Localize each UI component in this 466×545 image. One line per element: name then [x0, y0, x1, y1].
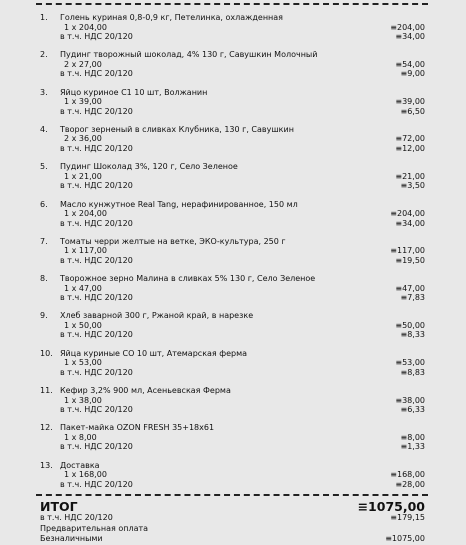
- prepay-row: [0, 524, 466, 535]
- item-number: 9.: [40, 311, 48, 321]
- item-vat-label: в т.ч. НДС 20/120: [60, 32, 133, 41]
- item-number: 3.: [40, 87, 48, 97]
- item-vat: ≡12,00: [395, 143, 425, 153]
- item-qty: 1 х 204,00: [64, 209, 107, 218]
- item-vat-label: в т.ч. НДС 20/120: [60, 143, 133, 153]
- item-vat-label: в т.ч. НДС 20/120: [60, 367, 133, 377]
- item-title-row: [0, 50, 466, 60]
- item-qty-row: [0, 209, 466, 219]
- item-qty-row: [0, 60, 466, 70]
- item-qty-row: [0, 470, 466, 480]
- item-qty: 1 х 53,00: [64, 358, 102, 368]
- receipt-item: [0, 349, 466, 378]
- item-qty: 1 х 39,00: [64, 97, 102, 107]
- item-vat: ≡3,50: [400, 181, 425, 191]
- item-name: Яйцо куриное С1 10 шт, Волжанин: [60, 87, 208, 97]
- item-vat-row: [0, 256, 466, 266]
- item-vat: ≡28,00: [395, 479, 425, 489]
- item-title-row: [0, 162, 466, 172]
- item-number: 12.: [40, 423, 53, 433]
- item-title-row: [0, 13, 466, 23]
- item-vat-label: в т.ч. НДС 20/120: [60, 479, 133, 489]
- item-number: 2.: [40, 50, 48, 60]
- receipt-item: [0, 200, 466, 229]
- item-title-row: [0, 461, 466, 471]
- item-qty: 1 х 8,00: [64, 432, 97, 442]
- item-vat-row: [0, 69, 466, 79]
- receipt-item: [0, 88, 466, 117]
- item-sum: ≡39,00: [395, 97, 425, 107]
- item-number: 7.: [40, 236, 48, 246]
- item-vat-label: в т.ч. НДС 20/120: [60, 69, 133, 79]
- item-qty-row: [0, 23, 466, 33]
- item-vat-row: [0, 330, 466, 340]
- item-title-row: [0, 125, 466, 135]
- total-label: ИТОГ: [40, 499, 78, 514]
- item-vat: ≡1,33: [400, 442, 425, 452]
- item-vat-label: в т.ч. НДС 20/120: [60, 181, 133, 191]
- receipt-item: [0, 237, 466, 266]
- item-name: Пудинг Шоколад 3%, 120 г, Село Зеленое: [60, 162, 238, 172]
- item-sum: ≡38,00: [395, 395, 425, 405]
- item-qty-row: [0, 97, 466, 107]
- item-qty: 1 х 50,00: [64, 320, 102, 330]
- item-qty-row: [0, 284, 466, 294]
- item-qty: 1 х 117,00: [64, 246, 107, 256]
- total-value: ≡1075,00: [357, 499, 425, 514]
- item-sum: ≡50,00: [395, 320, 425, 330]
- total-divider: [36, 494, 428, 496]
- item-vat-row: [0, 368, 466, 378]
- item-sum: ≡168,00: [390, 470, 425, 480]
- item-vat-label: в т.ч. НДС 20/120: [60, 405, 133, 414]
- cashless-row: [0, 534, 466, 545]
- item-vat-label: в т.ч. НДС 20/120: [60, 330, 133, 340]
- item-vat-row: [0, 405, 466, 415]
- item-sum: ≡21,00: [395, 171, 425, 181]
- item-qty: 1 х 21,00: [64, 171, 102, 181]
- item-number: 4.: [40, 124, 48, 134]
- item-title-row: [0, 349, 466, 359]
- item-name: Кефир 3,2% 900 мл, Асеньевская Ферма: [60, 386, 231, 395]
- item-name: Яйца куриные СО 10 шт, Атемарская ферма: [60, 348, 248, 358]
- total-section: [0, 499, 466, 545]
- item-vat: ≡8,33: [400, 330, 425, 340]
- item-title-row: [0, 200, 466, 210]
- item-vat-label: в т.ч. НДС 20/120: [60, 255, 133, 265]
- item-number: 5.: [40, 162, 48, 172]
- item-number: 10.: [40, 348, 53, 358]
- item-sum: ≡47,00: [395, 283, 425, 293]
- item-qty: 1 х 38,00: [64, 395, 102, 405]
- item-title-row: [0, 274, 466, 284]
- item-vat-row: [0, 181, 466, 191]
- item-sum: ≡204,00: [390, 209, 425, 218]
- receipt-item: [0, 311, 466, 340]
- item-qty-row: [0, 433, 466, 443]
- item-qty-row: [0, 358, 466, 368]
- receipt-item: [0, 461, 466, 490]
- item-sum: ≡53,00: [395, 358, 425, 368]
- item-vat: ≡6,50: [400, 106, 425, 116]
- item-vat-row: [0, 32, 466, 42]
- total-vat-row: [0, 513, 466, 524]
- item-vat-label: в т.ч. НДС 20/120: [60, 218, 133, 228]
- item-qty: 2 х 27,00: [64, 59, 102, 69]
- item-qty-row: [0, 172, 466, 182]
- item-vat-row: [0, 442, 466, 452]
- item-number: 11.: [40, 386, 53, 395]
- item-name: Масло кунжутное Real Tang, нерафинированное, 150 мл: [60, 199, 298, 209]
- item-title-row: [0, 423, 466, 433]
- item-number: 13.: [40, 460, 53, 470]
- item-vat-row: [0, 144, 466, 154]
- item-vat: ≡34,00: [395, 218, 425, 228]
- item-number: 1.: [40, 13, 48, 22]
- item-name: Пакет-майка OZON FRESH 35+18x61: [60, 423, 215, 433]
- cashless-label: Безналичными: [40, 534, 103, 543]
- item-title-row: [0, 386, 466, 396]
- item-vat-row: [0, 107, 466, 117]
- receipt-item: [0, 162, 466, 191]
- item-vat-row: [0, 293, 466, 303]
- item-vat: ≡6,33: [400, 405, 425, 414]
- item-title-row: [0, 88, 466, 98]
- item-qty-row: [0, 321, 466, 331]
- item-qty: 1 х 204,00: [64, 22, 107, 32]
- item-name: Творог зерненый в сливках Клубника, 130 г, Савушкин: [60, 124, 294, 134]
- item-name: Творожное зерно Малина в сливках 5% 130 г, Село Зеленое: [60, 274, 316, 284]
- item-name: Хлеб заварной 300 г, Ржаной край, в нарезке: [60, 311, 254, 321]
- item-vat: ≡9,00: [400, 69, 425, 79]
- item-vat-label: в т.ч. НДС 20/120: [60, 293, 133, 303]
- item-qty: 1 х 47,00: [64, 283, 102, 293]
- item-name: Голень куриная 0,8-0,9 кг, Петелинка, охлажденная: [60, 13, 283, 22]
- total-vat-value: ≡179,15: [390, 513, 425, 522]
- item-title-row: [0, 311, 466, 321]
- receipt-item: [0, 125, 466, 154]
- item-vat: ≡19,50: [395, 255, 425, 265]
- item-name: Доставка: [60, 460, 100, 470]
- item-vat: ≡34,00: [395, 32, 425, 41]
- receipt-item: [0, 274, 466, 303]
- item-sum: ≡72,00: [395, 134, 425, 144]
- total-vat-label: в т.ч. НДС 20/120: [40, 513, 113, 522]
- item-number: 6.: [40, 199, 48, 209]
- item-sum: ≡54,00: [395, 59, 425, 69]
- item-qty-row: [0, 134, 466, 144]
- item-sum: ≡204,00: [390, 22, 425, 32]
- receipt-item: [0, 50, 466, 79]
- item-vat-row: [0, 480, 466, 490]
- cashless-value: ≡1075,00: [385, 534, 425, 543]
- item-qty: 1 х 168,00: [64, 470, 107, 480]
- item-sum: ≡117,00: [390, 246, 425, 256]
- item-qty-row: [0, 246, 466, 256]
- item-title-row: [0, 237, 466, 247]
- item-name: Пудинг творожный шоколад, 4% 130 г, Савушкин Молочный: [60, 50, 318, 60]
- item-number: 8.: [40, 274, 48, 284]
- item-vat-row: [0, 219, 466, 229]
- item-vat: ≡8,83: [400, 367, 425, 377]
- item-sum: ≡8,00: [400, 432, 425, 442]
- item-vat: ≡7,83: [400, 293, 425, 303]
- item-qty: 2 х 36,00: [64, 134, 102, 144]
- item-vat-label: в т.ч. НДС 20/120: [60, 106, 133, 116]
- prepay-label: Предварительная оплата: [40, 523, 149, 533]
- item-qty-row: [0, 396, 466, 406]
- receipt-item: [0, 423, 466, 452]
- receipt-item: [0, 13, 466, 42]
- item-vat-label: в т.ч. НДС 20/120: [60, 442, 133, 452]
- item-name: Томаты черри желтые на ветке, ЭКО-культура, 250 г: [60, 236, 286, 246]
- receipt-item: [0, 386, 466, 415]
- top-divider: [36, 3, 428, 5]
